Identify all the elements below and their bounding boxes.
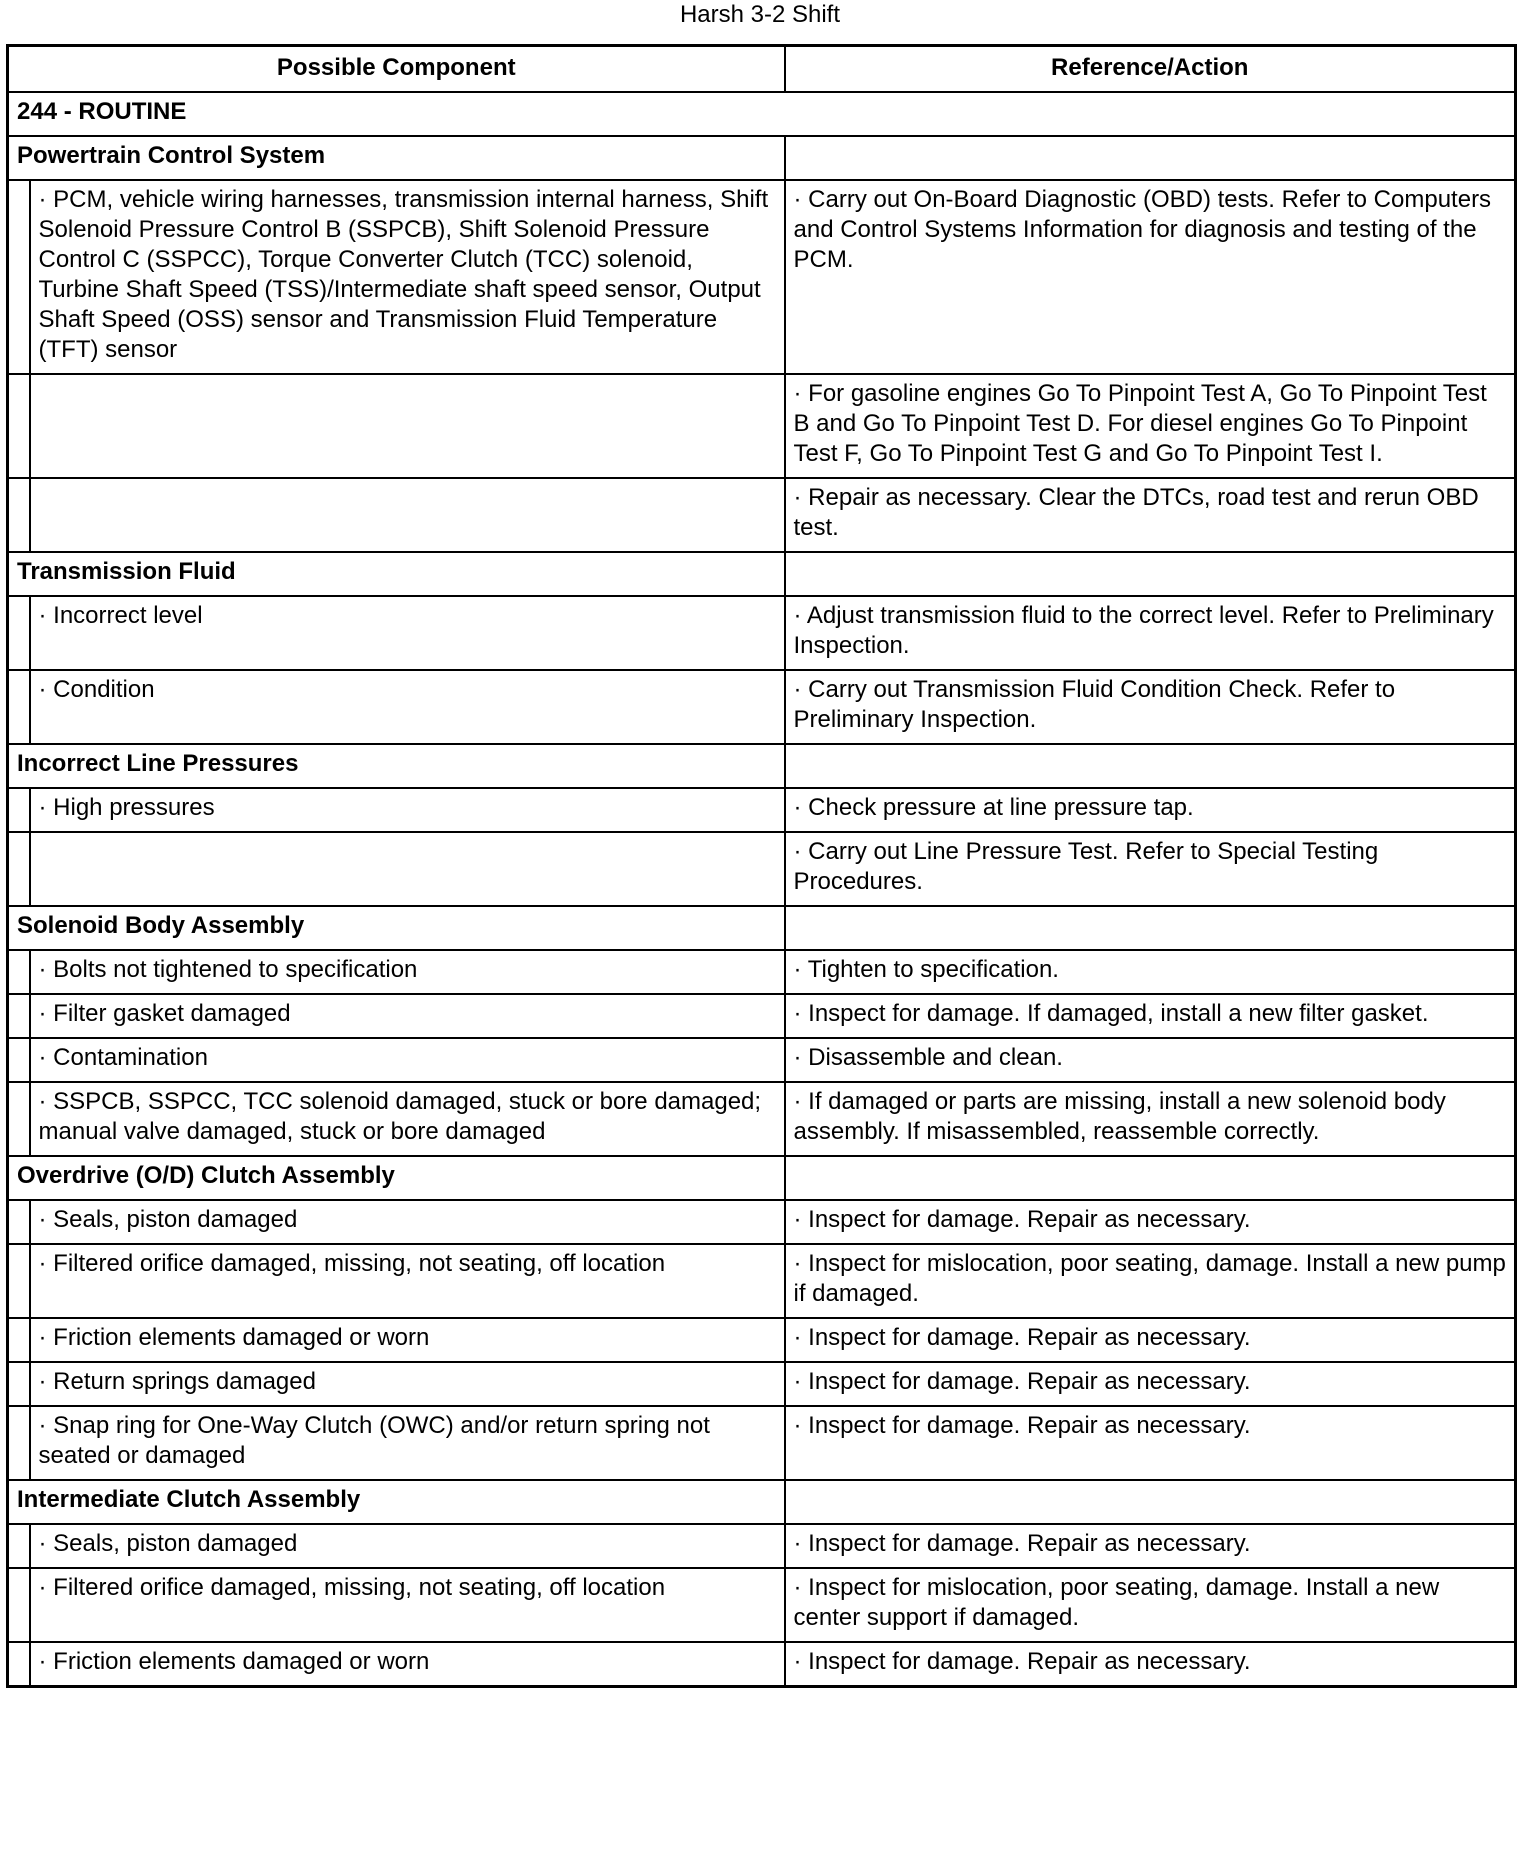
table-row [8,1200,1516,1244]
component-cell: · Friction elements damaged or worn [30,1318,785,1362]
indent-cell [8,670,30,744]
indent-cell [8,180,30,374]
table-row [8,1568,1516,1642]
routine-row [8,92,1516,136]
component-cell: · Contamination [30,1038,785,1082]
section-action-cell [785,552,1516,596]
indent-cell [8,374,30,478]
section-row [8,552,1516,596]
table-row [8,994,1516,1038]
table-row [8,1038,1516,1082]
section-row [8,906,1516,950]
indent-cell [8,1244,30,1318]
section-title: Transmission Fluid [8,552,785,596]
component-cell: · Friction elements damaged or worn [30,1642,785,1687]
diagnostic-table [6,44,1517,1688]
component-cell: · Seals, piston damaged [30,1524,785,1568]
table-row [8,1318,1516,1362]
action-cell: · Disassemble and clean. [785,1038,1516,1082]
table-row [8,950,1516,994]
section-action-cell [785,1156,1516,1200]
action-cell: · Inspect for damage. Repair as necessary. [785,1406,1516,1480]
table-body [8,92,1516,1687]
section-title: Powertrain Control System [8,136,785,180]
action-cell: · Carry out Transmission Fluid Condition Check. Refer to Preliminary Inspection. [785,670,1516,744]
action-cell: · Adjust transmission fluid to the correct level. Refer to Preliminary Inspection. [785,596,1516,670]
section-action-cell [785,906,1516,950]
component-cell: · Snap ring for One-Way Clutch (OWC) and/or return spring not seated or damaged [30,1406,785,1480]
section-row [8,744,1516,788]
table-row [8,788,1516,832]
indent-cell [8,1318,30,1362]
table-row [8,1524,1516,1568]
action-cell: · Carry out Line Pressure Test. Refer to Special Testing Procedures. [785,832,1516,906]
action-cell: · For gasoline engines Go To Pinpoint Test A, Go To Pinpoint Test B and Go To Pinpoint Test D. For diesel engines Go To Pinpoint Test F, Go To Pinpoint Test G and Go To Pinpoint Test I. [785,374,1516,478]
table-row [8,1642,1516,1687]
table-header-row [8,46,1516,93]
action-cell: · Carry out On-Board Diagnostic (OBD) tests. Refer to Computers and Control Systems Information for diagnosis and testing of the PCM. [785,180,1516,374]
table-row [8,374,1516,478]
indent-cell [8,1406,30,1480]
indent-cell [8,1524,30,1568]
indent-cell [8,1642,30,1687]
section-row [8,136,1516,180]
action-cell: · Inspect for damage. Repair as necessary. [785,1524,1516,1568]
indent-cell [8,832,30,906]
indent-cell [8,1038,30,1082]
indent-cell [8,788,30,832]
component-cell: · Filter gasket damaged [30,994,785,1038]
table-row [8,670,1516,744]
section-action-cell [785,136,1516,180]
component-cell [30,374,785,478]
component-cell: · PCM, vehicle wiring harnesses, transmission internal harness, Shift Solenoid Pressure Control B (SSPCB), Shift Solenoid Pressure Control C (SSPCC), Torque Converter Clutch (TCC) solenoid, Turbine Shaft Speed (TSS)/Intermediate shaft speed sensor, Output Shaft Speed (OSS) sensor and Transmission Fluid Temperature (TFT) sensor [30,180,785,374]
table-row [8,1082,1516,1156]
indent-cell [8,1082,30,1156]
component-cell: · SSPCB, SSPCC, TCC solenoid damaged, stuck or bore damaged; manual valve damaged, stuck or bore damaged [30,1082,785,1156]
page-title: Harsh 3-2 Shift [679,1,841,28]
column-header-action: Reference/Action [785,46,1516,93]
action-cell: · Inspect for mislocation, poor seating, damage. Install a new pump if damaged. [785,1244,1516,1318]
indent-cell [8,1362,30,1406]
action-cell: · Inspect for damage. Repair as necessary. [785,1200,1516,1244]
column-header-component: Possible Component [8,46,785,93]
action-cell: · Inspect for damage. If damaged, install a new filter gasket. [785,994,1516,1038]
indent-cell [8,1568,30,1642]
component-cell: · High pressures [30,788,785,832]
table-row [8,478,1516,552]
action-cell: · Tighten to specification. [785,950,1516,994]
action-cell: · Repair as necessary. Clear the DTCs, road test and rerun OBD test. [785,478,1516,552]
action-cell: · If damaged or parts are missing, install a new solenoid body assembly. If misassembled, reassemble correctly. [785,1082,1516,1156]
table-row [8,832,1516,906]
action-cell: · Inspect for damage. Repair as necessary. [785,1642,1516,1687]
indent-cell [8,478,30,552]
section-row [8,1156,1516,1200]
component-cell [30,832,785,906]
routine-label: 244 - ROUTINE [8,92,1516,136]
component-cell: · Return springs damaged [30,1362,785,1406]
component-cell: · Bolts not tightened to specification [30,950,785,994]
action-cell: · Inspect for mislocation, poor seating, damage. Install a new center support if damaged. [785,1568,1516,1642]
table-row [8,1362,1516,1406]
table-row [8,1244,1516,1318]
section-title: Overdrive (O/D) Clutch Assembly [8,1156,785,1200]
action-cell: · Inspect for damage. Repair as necessary. [785,1362,1516,1406]
component-cell: · Filtered orifice damaged, missing, not seating, off location [30,1568,785,1642]
table-row [8,1406,1516,1480]
action-cell: · Inspect for damage. Repair as necessary. [785,1318,1516,1362]
section-title: Solenoid Body Assembly [8,906,785,950]
indent-cell [8,950,30,994]
component-cell: · Filtered orifice damaged, missing, not seating, off location [30,1244,785,1318]
table-row [8,180,1516,374]
section-title: Incorrect Line Pressures [8,744,785,788]
section-action-cell [785,744,1516,788]
indent-cell [8,596,30,670]
table-row [8,596,1516,670]
action-cell: · Check pressure at line pressure tap. [785,788,1516,832]
section-title: Intermediate Clutch Assembly [8,1480,785,1524]
component-cell: · Condition [30,670,785,744]
section-action-cell [785,1480,1516,1524]
component-cell: · Seals, piston damaged [30,1200,785,1244]
section-row [8,1480,1516,1524]
component-cell: · Incorrect level [30,596,785,670]
component-cell [30,478,785,552]
indent-cell [8,994,30,1038]
indent-cell [8,1200,30,1244]
